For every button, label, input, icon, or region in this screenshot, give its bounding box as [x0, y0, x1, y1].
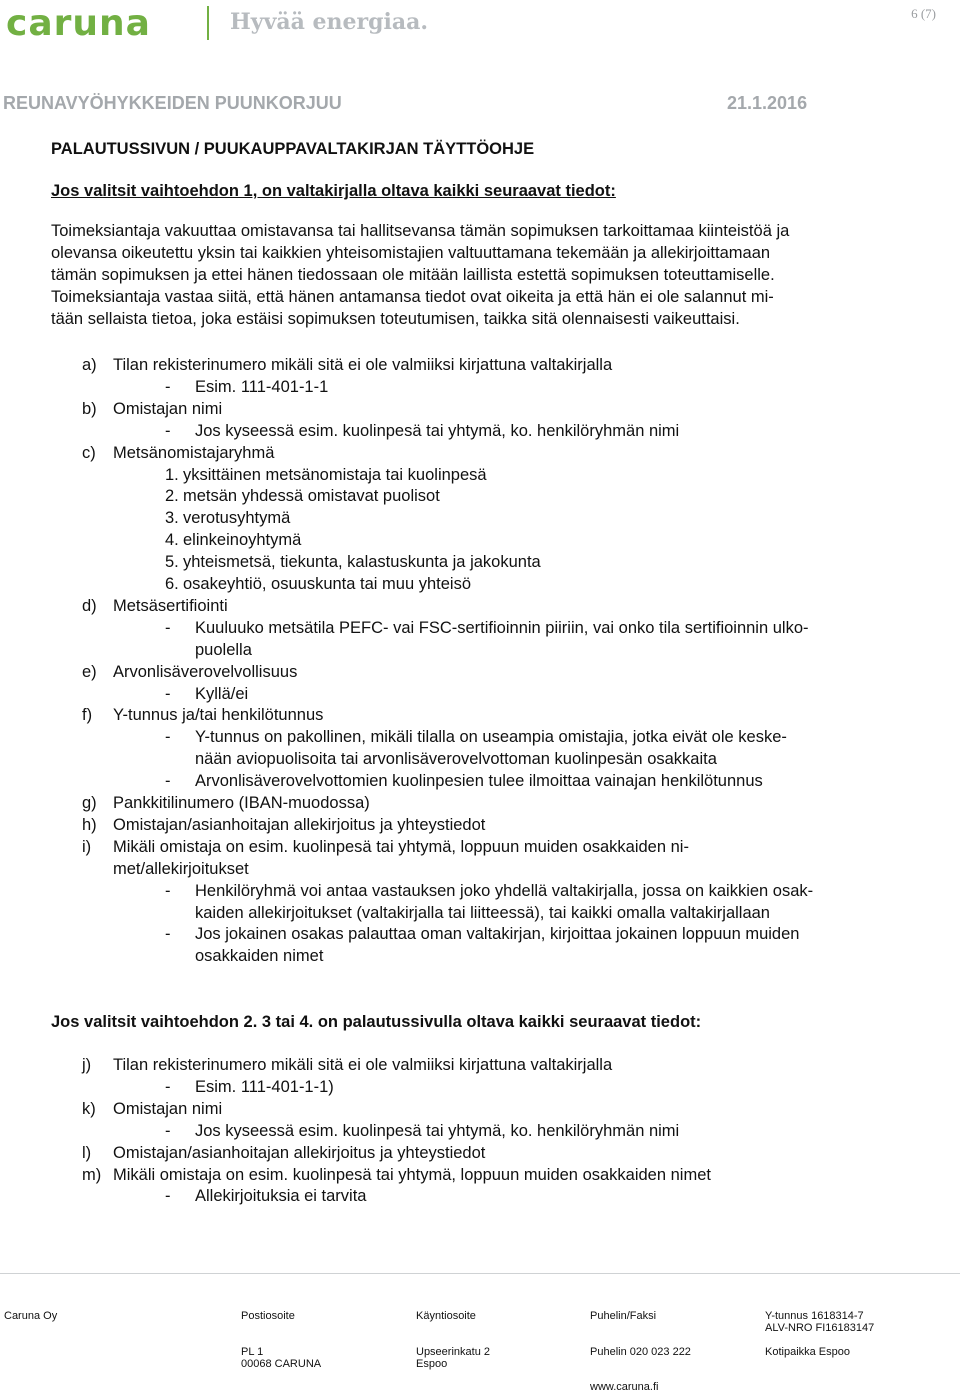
list-marker: d) — [82, 596, 97, 615]
intro-line: Toimeksiantaja vastaa siitä, että hänen antamansa tiedot ovat oikeita ja että hän ei ole salannut mi- — [51, 287, 774, 306]
list-item-text: Esim. 111-401-1-1) — [195, 1077, 334, 1096]
list-marker: - — [165, 377, 171, 396]
list-item-text: verotusyhtymä — [183, 509, 291, 528]
list-item-text: Arvonlisäverovelvollisuus — [113, 662, 298, 681]
list-marker: m) — [82, 1165, 102, 1184]
list-item-text: Esim. 111-401-1-1 — [195, 377, 329, 396]
list-item-text: Allekirjoituksia ei tarvita — [195, 1187, 367, 1206]
list-item-text: elinkeinoyhtymä — [183, 531, 302, 550]
footer-company: Caruna Oy — [4, 1310, 58, 1322]
list-marker: 3. — [165, 509, 179, 528]
footer-postal-line1: PL 1 — [241, 1346, 264, 1358]
footer-website-link[interactable]: www.caruna.fi — [590, 1381, 659, 1393]
list-marker: - — [165, 772, 171, 791]
intro-paragraph — [51, 221, 913, 331]
list-item-text: Jos kyseessä esim. kuolinpesä tai yhtymä, ko. henkilöryhmän nimi — [195, 1121, 680, 1140]
list-marker: 4. — [165, 531, 179, 550]
list-item-text: Tilan rekisterinumero mikäli sitä ei ole valmiiksi kirjattuna valtakirjalla — [113, 1056, 613, 1074]
footer-phone-label: Puhelin/Faksi — [590, 1310, 657, 1322]
list-item-text: Mikäli omistaja on esim. kuolinpesä tai yhtymä, loppuun muiden osakkaiden ni- — [113, 837, 689, 856]
footer-ytunnus: Y-tunnus 1618314-7 — [765, 1310, 864, 1322]
list-marker: 1. — [165, 465, 179, 484]
list-item-text: yhteismetsä, tiekunta, kalastuskunta ja jakokunta — [183, 553, 541, 572]
footer-postal-line2: 00068 CARUNA — [241, 1358, 322, 1370]
list-item-text: Arvonlisäverovelvottomien kuolinpesien tulee ilmoittaa vainajan henkilötunnus — [195, 772, 763, 791]
list-marker: 5. — [165, 553, 179, 572]
list-item-text: Omistajan nimi — [113, 399, 223, 418]
list-marker: - — [165, 881, 171, 900]
list-item-text: Omistajan nimi — [113, 1099, 223, 1118]
list-marker: i) — [82, 837, 92, 856]
list-item-text: Kyllä/ei — [195, 684, 249, 703]
list-marker: - — [165, 1121, 171, 1140]
footer-domicile: Kotipaikka Espoo — [765, 1346, 850, 1358]
document-date: 21.1.2016 — [727, 93, 808, 113]
page-number: 6 (7) — [911, 6, 936, 21]
footer-alv: ALV-NRO FI16183147 — [765, 1322, 875, 1334]
footer-visit-line2: Espoo — [416, 1358, 448, 1370]
list-marker: - — [165, 925, 171, 944]
list-item-text: Kuuluuko metsätila PEFC- vai FSC-sertifioinnin piiriin, vai onko tila sertifioinnin ulko- — [195, 618, 809, 637]
list-marker: h) — [82, 815, 97, 834]
list-item-text: Mikäli omistaja on esim. kuolinpesä tai yhtymä, loppuun muiden osakkaiden nimet — [113, 1165, 711, 1184]
list-marker: l) — [82, 1143, 92, 1162]
footer-divider — [0, 1273, 960, 1274]
list-marker: - — [165, 728, 171, 747]
intro-line: tämän sopimuksen ja ettei hänen tiedossaan ole mitään laillista estettä sopimuksen toteuttamiselle. — [51, 265, 775, 284]
list-marker: 6. — [165, 575, 179, 593]
intro-line: olevansa oikeutettu yksin tai kaikkien yhteisomistajien valtuuttamana tekemään ja allekirjoittamaan — [51, 243, 771, 262]
list-item-text: Pankkitilinumero (IBAN-muodossa) — [113, 794, 370, 812]
list-marker: - — [165, 421, 171, 440]
list-item-text: metsän yhdessä omistavat puolisot — [183, 487, 440, 506]
caruna-logo: caruna — [6, 3, 151, 44]
list-item-text: Jos jokainen osakas palauttaa oman valtakirjan, kirjoittaa jokainen loppuun muiden — [195, 925, 800, 944]
list-marker: f) — [82, 706, 93, 725]
list-item-text: osakkaiden nimet — [195, 947, 324, 966]
section1-heading: Jos valitsit vaihtoehdon 1, on valtakirjalla oltava kaikki seuraavat tiedot: — [51, 182, 616, 200]
page-title: PALAUTUSSIVUN / PUUKAUPPAVALTAKIRJAN TÄYTTÖOHJE — [51, 140, 535, 158]
list-marker: b) — [82, 399, 97, 418]
list-marker: - — [165, 1187, 171, 1206]
list-item-text: kaiden allekirjoitukset (valtakirjalla tai liitteessä), tai kaikki omalla valtakirjallaan — [195, 903, 770, 922]
list-marker: j) — [82, 1056, 92, 1074]
footer-phone: Puhelin 020 023 222 — [590, 1346, 691, 1358]
list-item-text: Omistajan/asianhoitajan allekirjoitus ja yhteystiedot — [113, 815, 486, 834]
footer-visit-label: Käyntiosoite — [416, 1310, 476, 1322]
list-marker: c) — [82, 443, 96, 462]
list-item-text: Jos kyseessä esim. kuolinpesä tai yhtymä, ko. henkilöryhmän nimi — [195, 421, 680, 440]
list-marker: - — [165, 618, 171, 637]
list-item-text: Tilan rekisterinumero mikäli sitä ei ole valmiiksi kirjattuna valtakirjalla — [113, 356, 613, 374]
list-marker: e) — [82, 662, 97, 681]
list-item-text: Y-tunnus on pakollinen, mikäli tilalla on useampia omistajia, jotka eivät ole keske- — [195, 728, 787, 747]
list-item-text: Metsäsertifiointi — [113, 596, 228, 615]
section2-heading: Jos valitsit vaihtoehdon 2. 3 tai 4. on palautussivulla oltava kaikki seuraavat tiedot: — [51, 1013, 702, 1031]
list-item-text: Y-tunnus ja/tai henkilötunnus — [113, 706, 324, 725]
footer-visit-line1: Upseerinkatu 2 — [416, 1346, 490, 1358]
logo-divider — [207, 6, 209, 40]
list-marker: g) — [82, 794, 97, 812]
list-marker: - — [165, 1077, 171, 1096]
footer-postal-label: Postiosoite — [241, 1310, 295, 1322]
list-item-text: osakeyhtiö, osuuskunta tai muu yhteisö — [183, 575, 472, 593]
list-item-text: puolella — [195, 640, 252, 659]
list-item-text: Metsänomistajaryhmä — [113, 443, 275, 462]
list-item-text: met/allekirjoitukset — [113, 859, 249, 878]
list-marker: k) — [82, 1099, 96, 1118]
list-marker: - — [165, 684, 171, 703]
list-item-text: Omistajan/asianhoitajan allekirjoitus ja yhteystiedot — [113, 1143, 486, 1162]
document-title: REUNAVYÖHYKKEIDEN PUUNKORJUU — [3, 93, 342, 113]
intro-line: tään sellaista tietoa, joka estäisi sopimuksen toteutumisen, taikka sitä olennaisesti vaikeuttaisi. — [51, 309, 740, 328]
intro-line: Toimeksiantaja vakuuttaa omistavansa tai hallitsevansa tämän sopimuksen tarkoittamaa kiinteistöä ja — [51, 222, 790, 240]
list-marker: 2. — [165, 487, 179, 506]
list-item-text: nään aviopuolisoita tai arvonlisäverovelvottoman kuolinpesän osakkaita — [195, 750, 717, 769]
list-item-text: Henkilöryhmä voi antaa vastauksen joko yhdellä valtakirjalla, jossa on kaikkien osak- — [195, 881, 814, 900]
list-item-text: yksittäinen metsänomistaja tai kuolinpesä — [183, 465, 487, 484]
slogan: Hyvää energiaa. — [230, 9, 429, 35]
list-marker: a) — [82, 356, 97, 374]
